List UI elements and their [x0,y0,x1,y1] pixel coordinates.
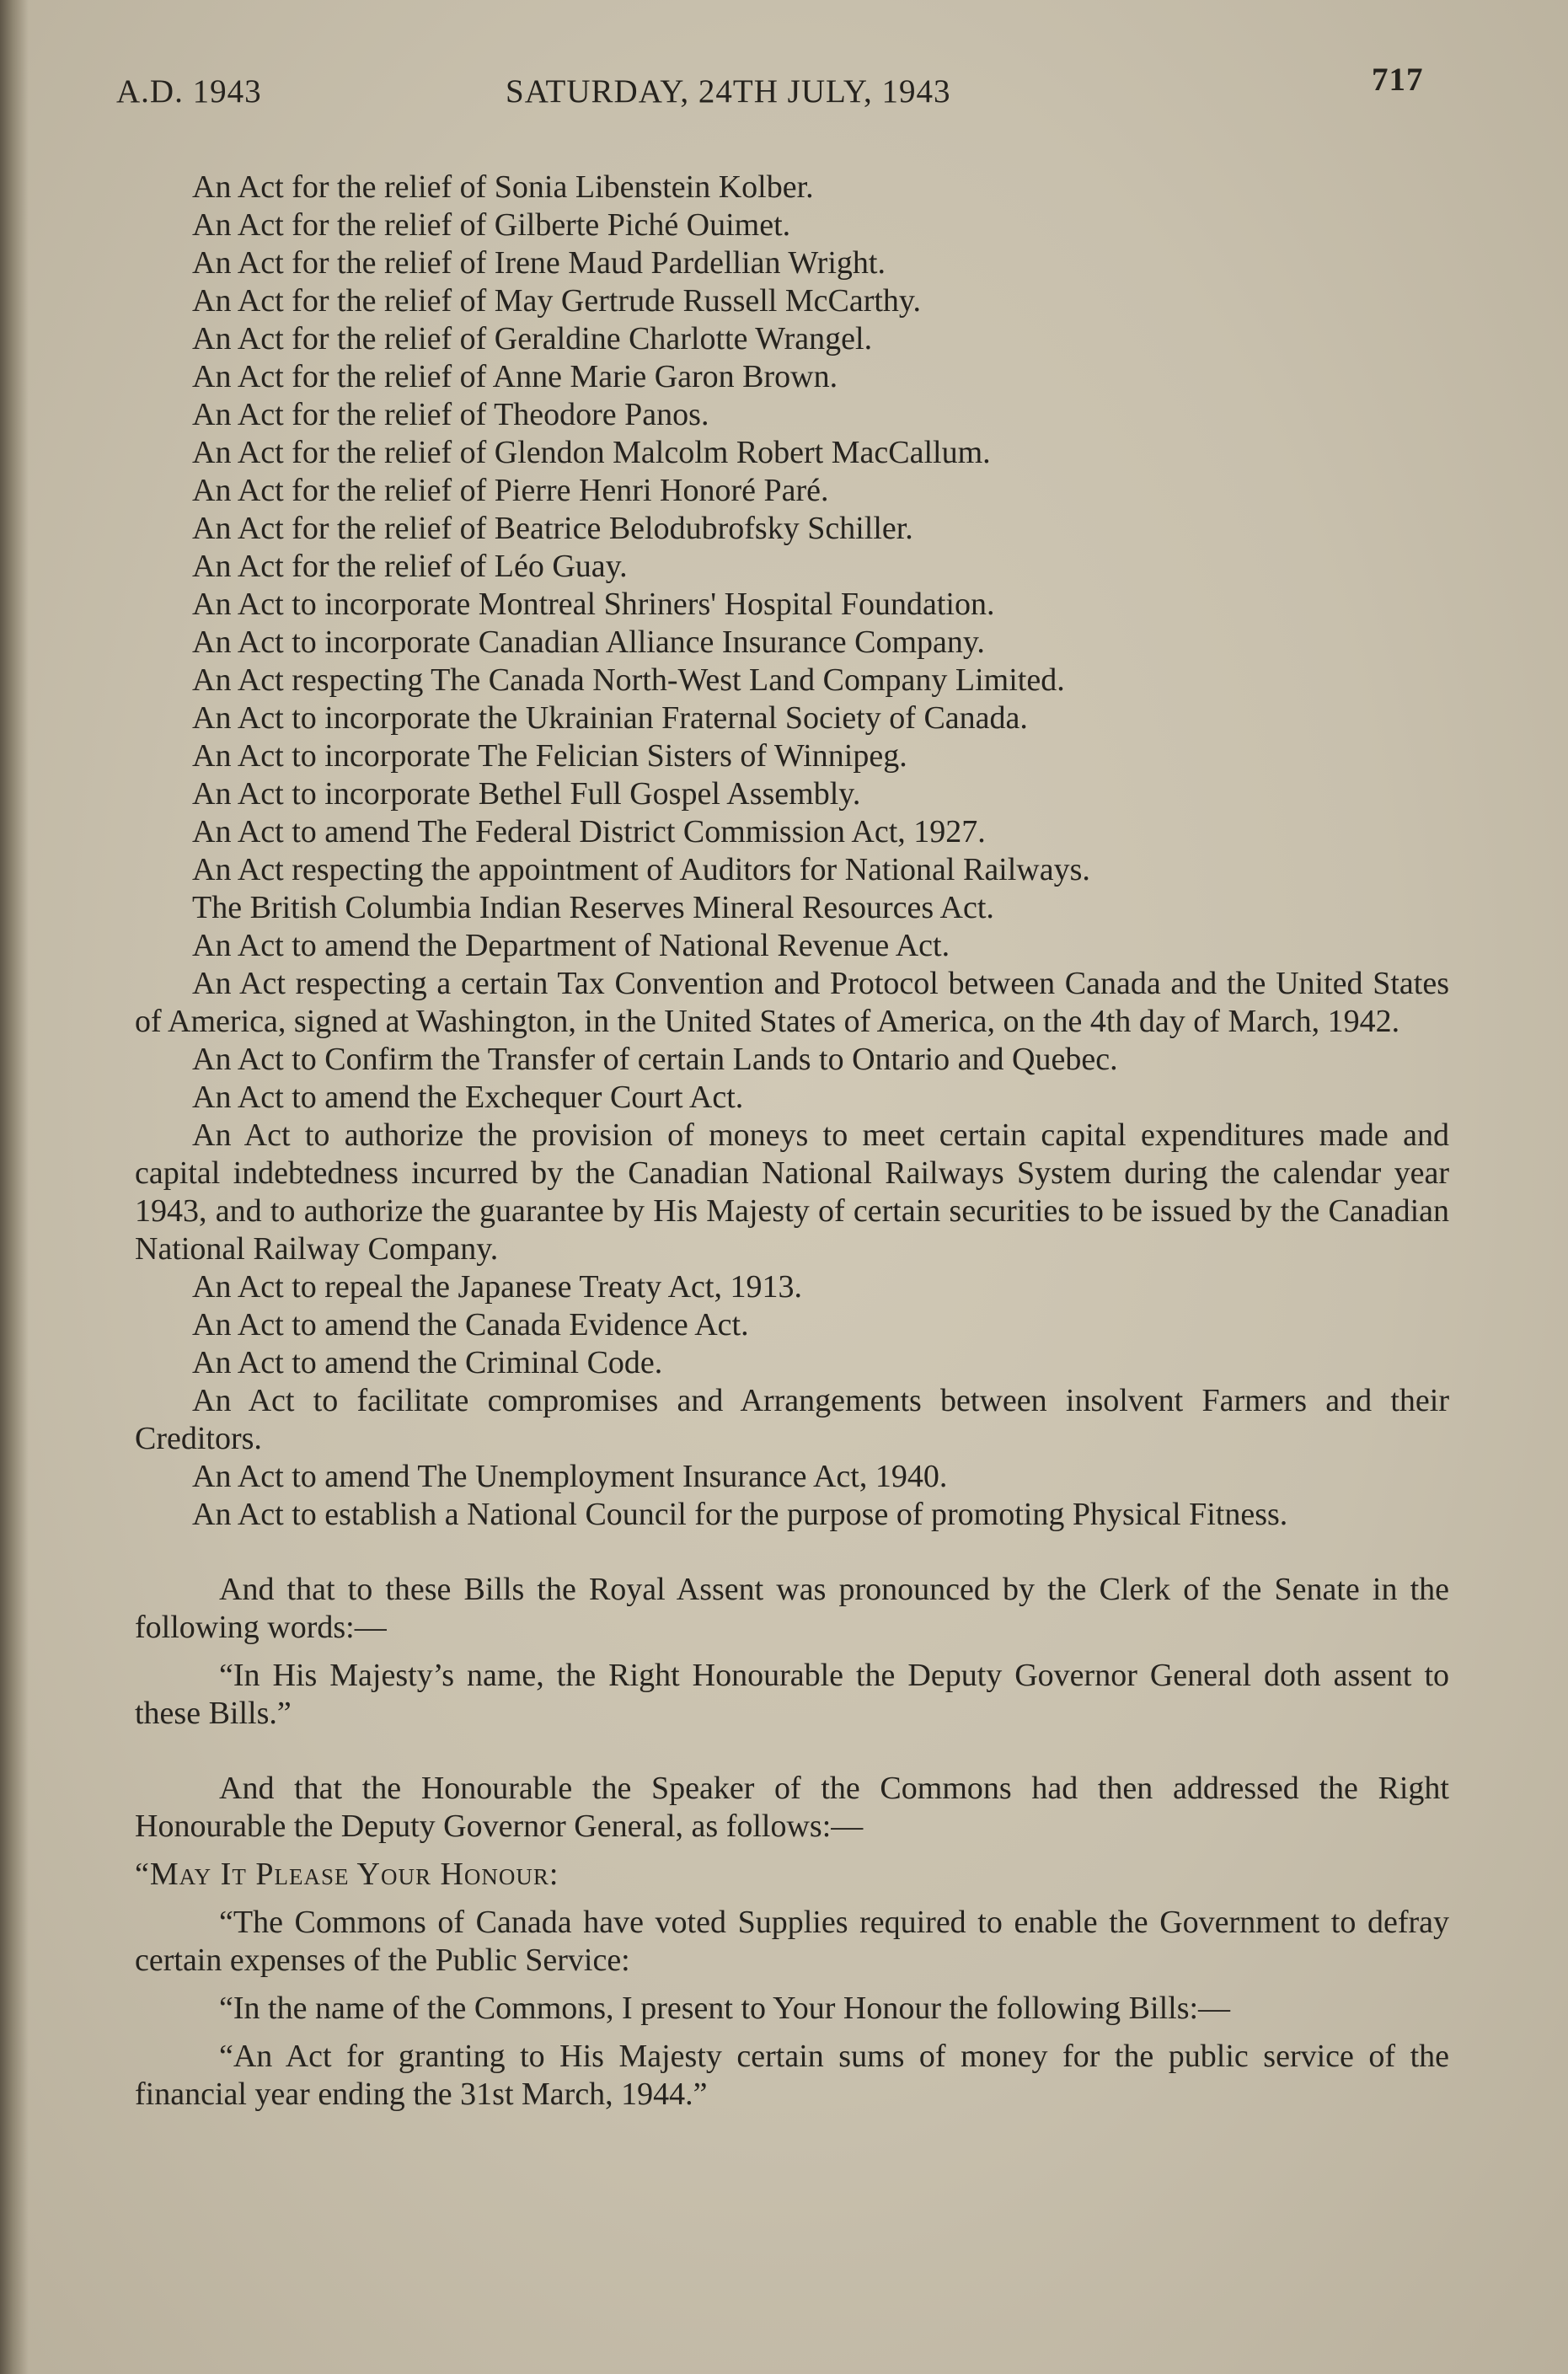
list-item: An Act to facilitate compromises and Arrangements between insolvent Farmers and their Creditors. [135,1383,1449,1456]
list-item: An Act respecting a certain Tax Convention and Protocol between Canada and the United States of America, signed at Washington, in the United States of America, on the 4th day of March, 1942. [135,966,1449,1039]
salutation: “May It Please Your Honour: [135,1857,559,1892]
list-item: An Act to incorporate Canadian Alliance Insurance Company. [192,624,985,660]
list-item: An Act for the relief of Beatrice Belodubrofsky Schiller. [192,511,913,546]
header-year: A.D. 1943 [116,73,262,110]
list-item: An Act to amend The Federal District Commission Act, 1927. [192,814,986,849]
running-header [0,61,1568,111]
list-item: An Act to authorize the provision of moneys to meet certain capital expenditures made and capital indebtedness incurred by the Canadian National Railways System during the calendar year 1943, and to authorize the guarantee by His Majesty of certain securities to be issued by the Canadian National Railway Company. [135,1117,1449,1267]
spacer [135,1894,1449,1904]
list-item: An Act to establish a National Council for the purpose of promoting Physical Fitness. [192,1497,1288,1532]
list-item: An Act to amend the Criminal Code. [192,1345,663,1380]
list-item: An Act for the relief of Geraldine Charlotte Wrangel. [192,321,873,356]
list-item: An Act to incorporate The Felician Sisters of Winnipeg. [192,738,907,774]
speaker-paragraph: And that the Honourable the Speaker of the Commons had then addressed the Right Honourable the Deputy Governor General, as follows:— [135,1771,1449,1844]
list-item: An Act to amend the Canada Evidence Act. [192,1307,749,1342]
list-item: An Act for the relief of Sonia Libenstein Kolber. [192,169,814,205]
page-body [135,169,1449,2114]
list-item: An Act to Confirm the Transfer of certain Lands to Ontario and Quebec. [192,1042,1118,1077]
supply-bill-paragraph: “An Act for granting to His Majesty certain sums of money for the public service of the financial year ending the 31st March, 1944.” [135,2039,1449,2112]
spacer [135,2028,1449,2038]
spacer [135,1534,1449,1571]
spacer [135,1733,1449,1770]
spacer [135,1980,1449,1990]
list-item: An Act to repeal the Japanese Treaty Act, 1913. [192,1269,802,1305]
list-item: An Act for the relief of Gilberte Piché Ouimet. [192,207,791,243]
list-item: An Act for the relief of Anne Marie Garon Brown. [192,359,838,394]
list-item: An Act for the relief of May Gertrude Russell McCarthy. [192,283,921,319]
list-item: An Act to incorporate Bethel Full Gospel Assembly. [192,776,861,812]
spacer [135,1647,1449,1657]
list-item: An Act for the relief of Irene Maud Pardellian Wright. [192,245,886,281]
list-item: An Act for the relief of Léo Guay. [192,549,628,584]
list-item: An Act to incorporate Montreal Shriners' Hospital Foundation. [192,587,995,622]
list-item: An Act to amend The Unemployment Insurance Act, 1940. [192,1459,948,1494]
list-item: An Act respecting the appointment of Auditors for National Railways. [192,852,1090,887]
royal-assent-paragraph: And that to these Bills the Royal Assent was pronounced by the Clerk of the Senate in the following words:— [135,1572,1449,1645]
list-item: An Act for the relief of Theodore Panos. [192,397,709,432]
list-item: An Act respecting The Canada North-West Land Company Limited. [192,662,1065,698]
supplies-paragraph: “The Commons of Canada have voted Supplies required to enable the Government to defray certain expenses of the Public Service: [135,1905,1449,1978]
list-item: An Act for the relief of Pierre Henri Honoré Paré. [192,473,829,508]
assent-words-paragraph: “In His Majesty’s name, the Right Honourable the Deputy Governor General doth assent to these Bills.” [135,1658,1449,1731]
present-paragraph: “In the name of the Commons, I present to Your Honour the following Bills:— [219,1991,1231,2026]
list-item: The British Columbia Indian Reserves Mineral Resources Act. [192,890,994,925]
spacer [135,1846,1449,1856]
page-number: 717 [1372,62,1424,98]
list-item: An Act to incorporate the Ukrainian Fraternal Society of Canada. [192,700,1028,736]
list-item: An Act to amend the Department of National Revenue Act. [192,928,950,963]
header-date: SATURDAY, 24TH JULY, 1943 [506,73,951,110]
act-list [135,169,1449,1534]
list-item: An Act to amend the Exchequer Court Act. [192,1080,744,1115]
list-item: An Act for the relief of Glendon Malcolm Robert MacCallum. [192,435,991,470]
